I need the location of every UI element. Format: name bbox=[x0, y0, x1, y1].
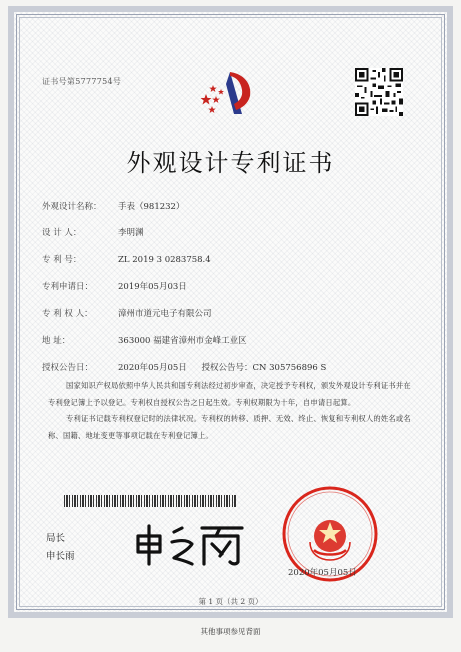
page-number: 第 1 页（共 2 页） bbox=[198, 597, 263, 606]
field-value: 2020年05月05日 bbox=[118, 363, 187, 373]
field-label: 外观设计名称： bbox=[42, 202, 102, 212]
director-name: 申长雨 bbox=[46, 551, 75, 562]
qr-code-icon bbox=[355, 68, 403, 116]
field-patent-number bbox=[42, 253, 211, 265]
paragraph: 国家知识产权局依照中华人民共和国专利法经过初步审查，决定授予专利权，颁发外观设计专利证书并在专利登记簿上予以登记。专利权自授权公告之日起生效。专利权期限为十年，自申请日起算。 bbox=[48, 381, 411, 407]
grant-statement bbox=[48, 378, 418, 444]
field-address bbox=[42, 334, 247, 346]
field-patentee bbox=[42, 307, 212, 319]
seal-date: 2020年05月05日 bbox=[288, 568, 357, 578]
field-designer bbox=[42, 226, 144, 238]
field-value: ZL 2019 3 0283758.4 bbox=[118, 255, 211, 265]
footer-note: 其他事项参见背面 bbox=[200, 627, 261, 636]
paragraph: 专利证书记载专利权登记时的法律状况。专利权的转移、质押、无效、终止、恢复和专利权人的姓名或名称、国籍、地址变更等事项记载在专利登记簿上。 bbox=[48, 414, 411, 440]
cnipa-emblem-icon bbox=[192, 68, 262, 118]
field-label: 授权公告号： bbox=[201, 363, 253, 373]
field-value: CN 305756896 S bbox=[252, 363, 327, 373]
field-label: 授权公告日： bbox=[42, 363, 94, 373]
field-label: 设 计 人： bbox=[42, 228, 82, 238]
field-label: 专利申请日： bbox=[42, 282, 94, 292]
field-design-name bbox=[42, 200, 184, 212]
certificate-title: 外观设计专利证书 bbox=[126, 149, 335, 177]
field-label: 专 利 号： bbox=[42, 255, 82, 265]
field-value: 李明渊 bbox=[118, 228, 144, 238]
field-label: 地 址： bbox=[42, 336, 71, 346]
barcode-icon bbox=[64, 495, 236, 507]
field-label: 专 利 权 人： bbox=[42, 309, 93, 319]
director-signature-icon bbox=[130, 518, 250, 568]
director-title: 局长 bbox=[46, 533, 66, 544]
field-value: 363000 福建省漳州市金峰工业区 bbox=[118, 336, 247, 346]
field-value: 手表（981232） bbox=[118, 202, 185, 212]
field-grant-date bbox=[42, 361, 326, 373]
field-filing-date bbox=[42, 280, 187, 292]
certificate-number: 证书号第5777754号 bbox=[42, 77, 122, 86]
field-value: 2019年05月03日 bbox=[118, 282, 187, 292]
field-value: 漳州市道元电子有限公司 bbox=[118, 309, 212, 319]
